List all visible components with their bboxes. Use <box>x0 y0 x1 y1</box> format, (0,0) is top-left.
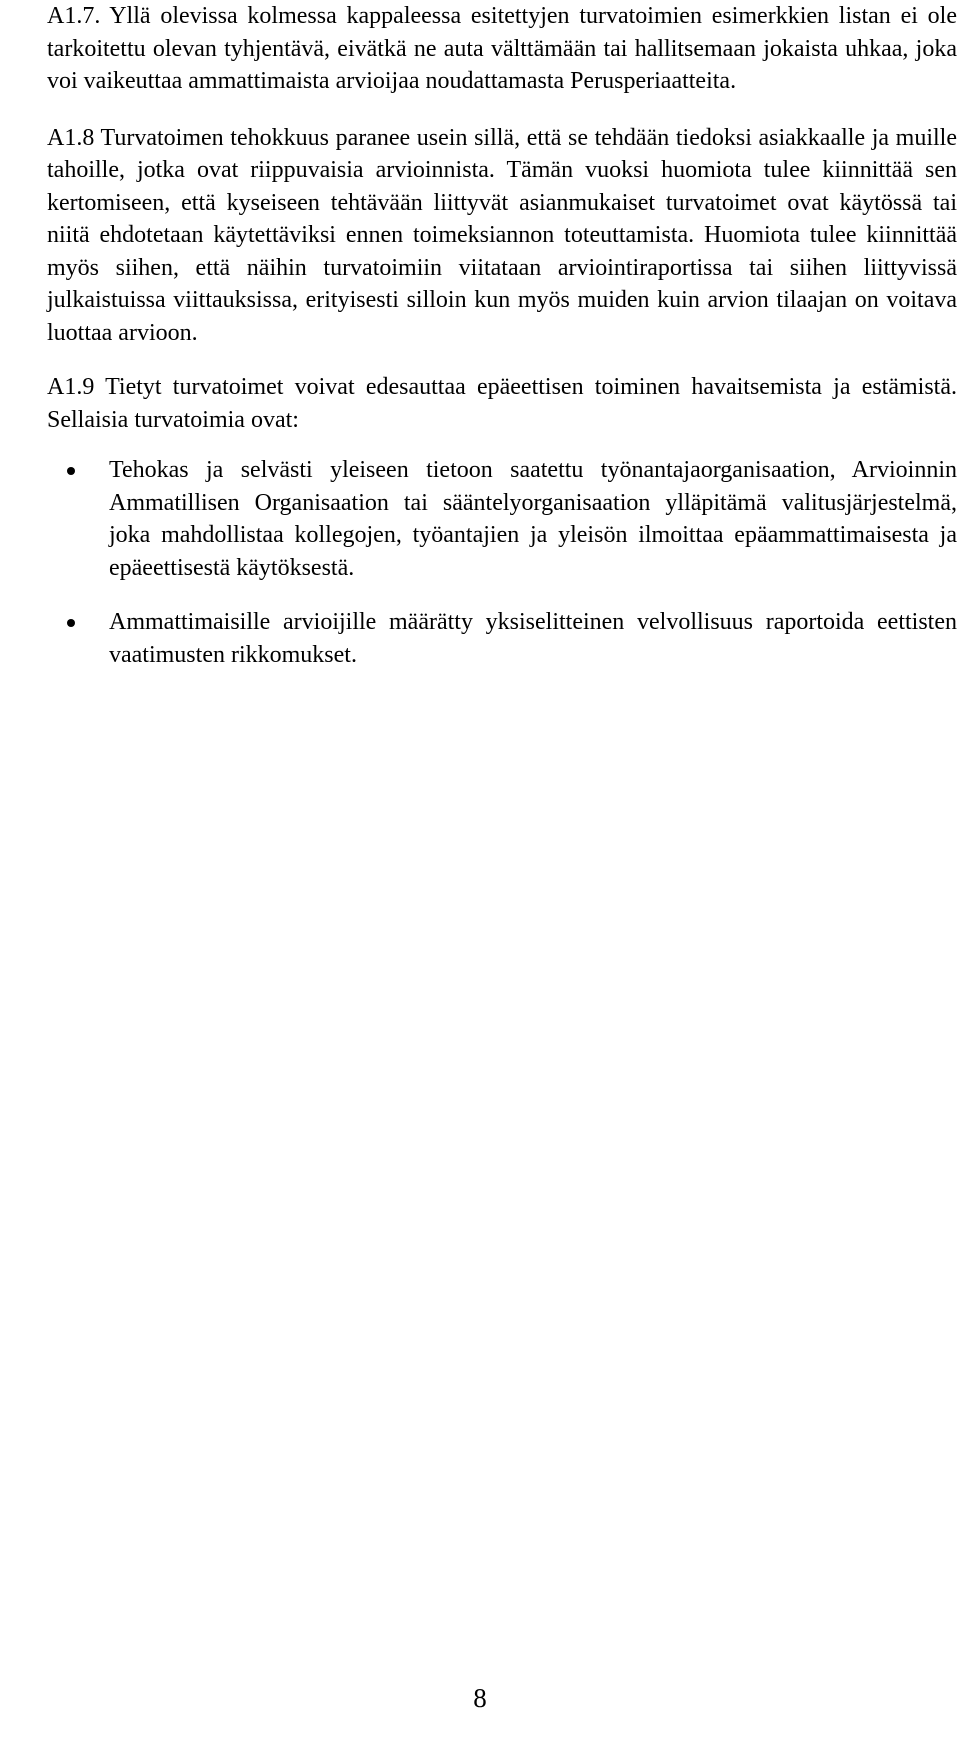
bullet-icon <box>67 467 75 475</box>
list-item-text: Ammattimaisille arvioijille määrätty yksiselitteinen velvollisuus raportoida eettisten vaatimusten rikkomukset. <box>109 609 957 668</box>
page-number: 8 <box>473 1683 487 1713</box>
list-item <box>47 606 957 671</box>
document-page <box>47 0 957 693</box>
list-item <box>47 454 957 584</box>
safeguards-list <box>47 454 957 671</box>
paragraph-a1-9: A1.9 Tietyt turvatoimet voivat edesauttaa epäeettisen toiminen havaitsemista ja estämistä. Sellaisia turvatoimia ovat: <box>47 374 957 433</box>
list-item-text: Tehokas ja selvästi yleiseen tietoon saatettu työnantajaorganisaation, Arvioinnin Ammatillisen Organisaation tai sääntelyorganisaation ylläpitämä valitusjärjestelmä, joka mahdollistaa kollegojen, työantajien ja yleisön ilmoittaa epäammattimaisesta ja epäeettisestä käytöksestä. <box>109 457 957 581</box>
bullet-icon <box>67 619 75 627</box>
paragraph-a1-8: A1.8 Turvatoimen tehokkuus paranee usein sillä, että se tehdään tiedoksi asiakkaalle ja muille tahoille, jotka ovat riippuvaisia arvioinnista. Tämän vuoksi huomiota tulee kiinnittää sen kertomiseen, että kyseiseen tehtävään liittyvät asianmukaiset turvatoimet ovat käytössä tai niitä ehdotetaan käytettäviksi ennen toimeksiannon toteuttamista. Huomiota tulee kiinnittää myös siihen, että näihin turvatoimiin viitataan arviointiraportissa tai siihen liittyvissä julkaistuissa viittauksissa, erityisesti silloin kun myös muiden kuin arvion tilaajan on voitava luottaa arvioon. <box>47 124 957 346</box>
paragraph-a1-7: A1.7. Yllä olevissa kolmessa kappaleessa esitettyjen turvatoimien esimerkkien listan ei ole tarkoitettu olevan tyhjentävä, eivätkä ne auta välttämään tai hallitsemaan jokaista uhkaa, joka voi vaikeuttaa ammattimaista arvioijaa noudattamasta Perusperiaatteita. <box>47 3 957 94</box>
